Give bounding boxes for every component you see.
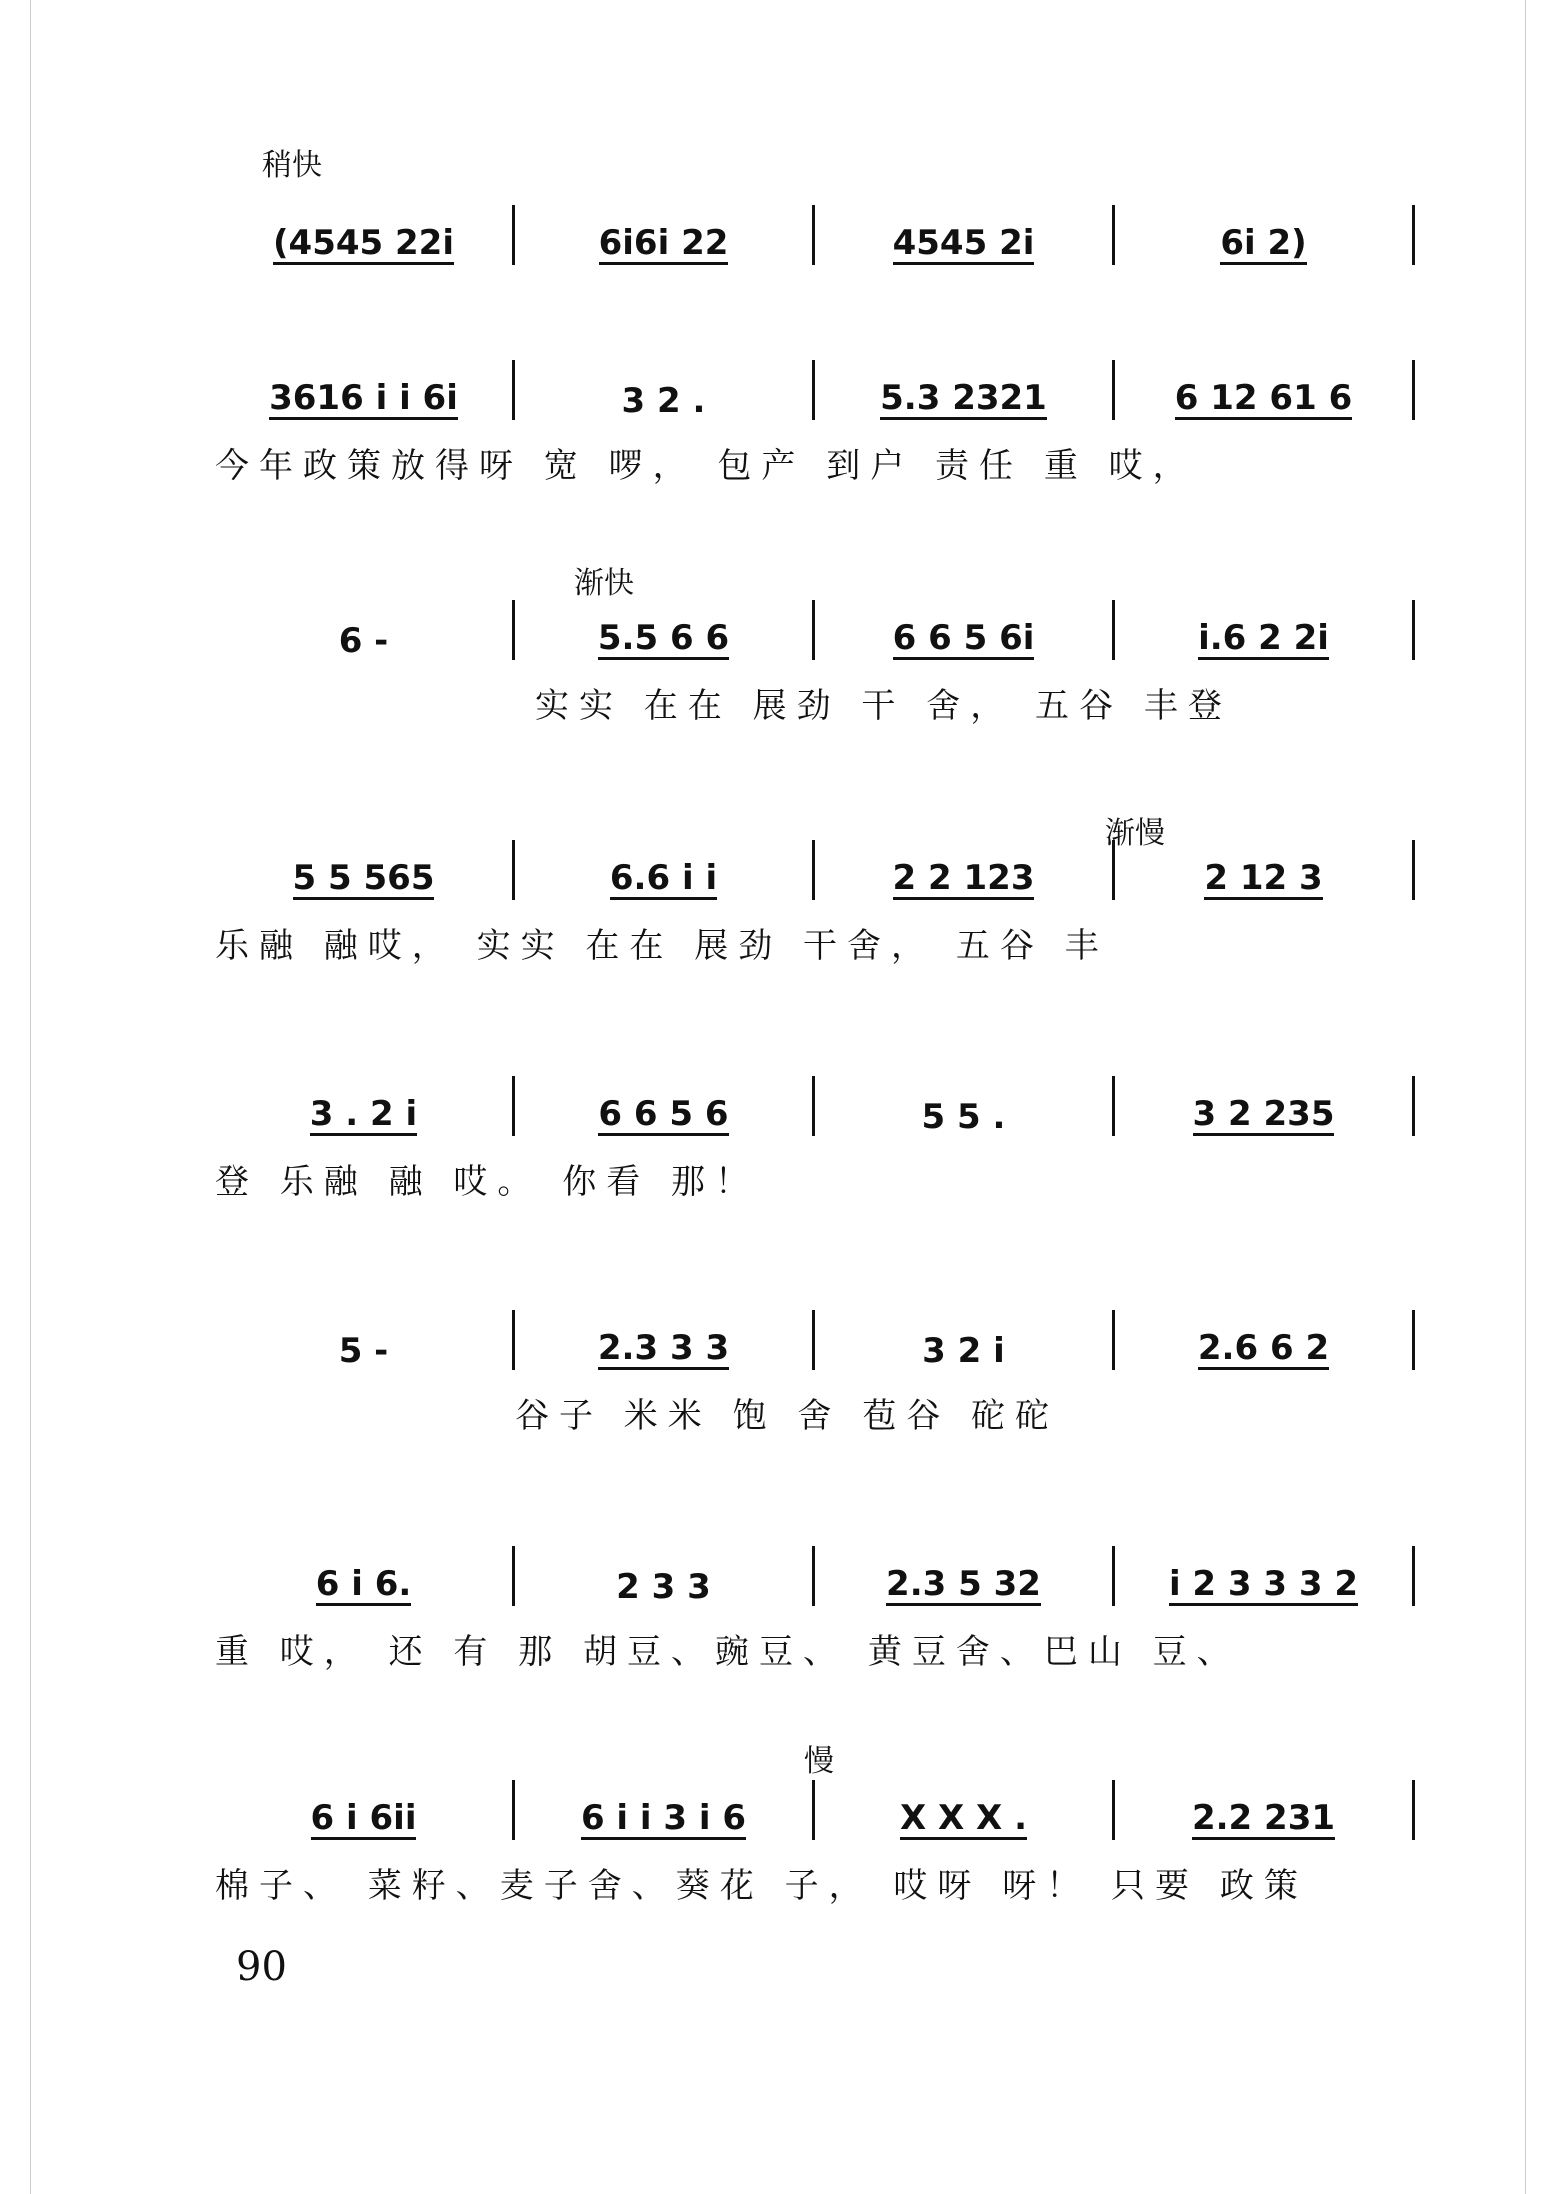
right-margin-strip [1525,0,1556,2194]
measure-notes: i 2 3 3 3 2 [1168,1564,1359,1604]
tempo-mark-shao-kuai: 稍快 [262,148,322,183]
measure [512,1310,812,1370]
measure [1112,1310,1415,1370]
measure-notes: 6 12 61 6 [1174,378,1353,418]
lyric-line: 今年政策放得呀 宽 啰， 包产 到户 责任 重 哎， [215,446,1197,486]
measure-notes: 6 i i 3 i 6 [580,1798,747,1838]
score-system [215,1310,1415,1436]
measure-notes: 6i 2) [1220,223,1307,263]
tempo-mark-jian-man: 渐慢 [1105,816,1165,851]
measure-notes: X X X . [899,1798,1028,1838]
lyric-line: 谷子 米米 饱 舍 苞谷 砣砣 [515,1396,1060,1436]
measure-notes: 2 2 123 [892,858,1035,898]
staff-row [215,1310,1415,1370]
measure-notes: 4545 2i [892,223,1035,263]
measure [215,600,512,660]
staff-row [215,205,1415,265]
measure [1112,1546,1415,1606]
measure [812,1310,1112,1370]
score-system [215,1546,1415,1672]
measure-notes: 2 3 3 [616,1567,711,1607]
measure [215,1310,512,1370]
lyric-line [215,283,1415,323]
score-system [215,1076,1415,1202]
page-number: 90 [236,1944,287,1990]
measure [512,1076,812,1136]
measure [215,1546,512,1606]
measure [512,1780,812,1840]
measure-notes: 5 5 565 [292,858,435,898]
measure [1112,600,1415,660]
measure-notes: 6 i 6ii [310,1798,417,1838]
score-system [215,600,1415,726]
score-system [215,360,1415,486]
measure-notes: 2.6 6 2 [1197,1328,1330,1368]
measure-notes: 3 . 2 i [309,1094,418,1134]
measure [812,600,1112,660]
lyric-line: 重 哎， 还 有 那 胡豆、豌豆、 黄豆舍、巴山 豆、 [215,1632,1241,1672]
measure-notes: 6 i 6. [315,1564,412,1604]
measure-notes: 3 2 . [621,381,706,421]
measure [512,1546,812,1606]
measure [1112,1076,1415,1136]
measure-notes: 6.6 i i [609,858,718,898]
tempo-mark-man: 慢 [804,1744,834,1779]
measure [812,360,1112,420]
measure [812,1076,1112,1136]
measure-notes: 6 - [338,621,389,661]
measure [1112,1780,1415,1840]
lyric-line: 实实 在在 展劲 干 舍， 五谷 丰登 [535,686,1232,726]
measure [812,1780,1112,1840]
tempo-mark-jian-kuai: 渐快 [574,566,634,601]
measure-notes: 6 6 5 6 [598,1094,729,1134]
measure [812,1546,1112,1606]
measure-notes: 5.5 6 6 [597,618,730,658]
measure [512,360,812,420]
score-system [215,1780,1415,1906]
measure [812,205,1112,265]
measure [512,205,812,265]
score-system [215,840,1415,966]
measure-notes: 2 12 3 [1204,858,1323,898]
measure [215,1076,512,1136]
staff-row [215,840,1415,900]
measure-notes: 3 2 i [922,1331,1005,1371]
measure-notes: 6 6 5 6i [892,618,1035,658]
staff-row [215,1546,1415,1606]
measure [812,840,1112,900]
staff-row [215,1076,1415,1136]
left-margin-strip [0,0,31,2194]
measure-notes: 3 2 235 [1192,1094,1335,1134]
measure-notes: i.6 2 2i [1198,618,1329,658]
staff-row [215,600,1415,660]
lyric-line: 棉子、 菜籽、麦子舍、葵花 子， 哎呀 呀！ 只要 政策 [215,1866,1308,1906]
measure [1112,360,1415,420]
lyric-line: 登 乐融 融 哎。 你看 那！ [215,1162,760,1202]
measure [512,600,812,660]
measure [215,205,512,265]
measure [512,840,812,900]
measure-notes: 2.2 231 [1191,1798,1336,1838]
staff-row [215,360,1415,420]
measure [215,840,512,900]
measure-notes: 2.3 3 3 [597,1328,730,1368]
measure-notes: 5 5 . [921,1097,1006,1137]
measure [1112,840,1415,900]
measure [215,360,512,420]
measure [1112,205,1415,265]
staff-row [215,1780,1415,1840]
lyric-line: 乐融 融哎， 实实 在在 展劲 干舍， 五谷 丰 [215,926,1109,966]
measure-notes: (4545 22i [273,223,454,263]
measure-notes: 3616 i i 6i [269,378,458,418]
measure [215,1780,512,1840]
measure-notes: 5 - [338,1331,389,1371]
score-system [215,205,1415,315]
measure-notes: 2.3 5 32 [886,1564,1041,1604]
measure-notes: 5.3 2321 [880,378,1047,418]
measure-notes: 6i6i 22 [598,223,729,263]
